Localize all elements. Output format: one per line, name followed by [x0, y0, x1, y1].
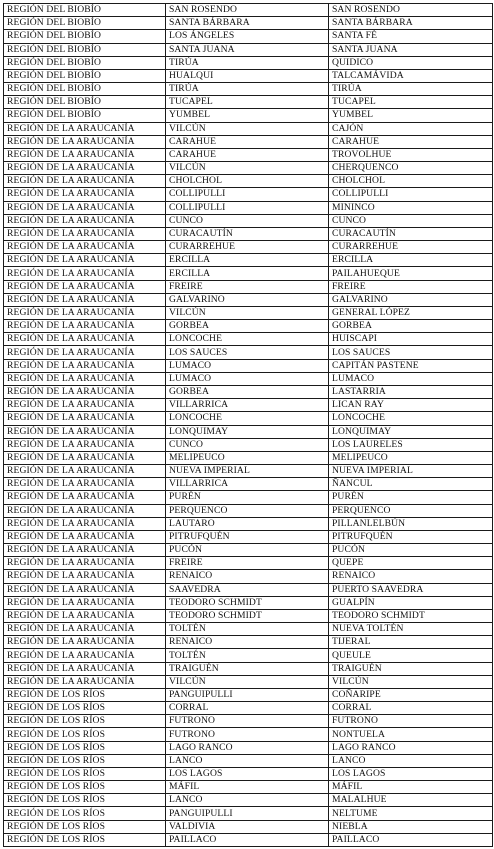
locality-cell: LONCOCHE [329, 412, 493, 425]
table-row [4, 833, 493, 846]
region-cell: REGIÓN DE LOS RÍOS [4, 728, 166, 741]
table-row [4, 69, 493, 82]
region-cell: REGIÓN DE LA ARAUCANÍA [4, 359, 166, 372]
locality-cell: GUALPÍN [329, 596, 493, 609]
table-row [4, 451, 493, 464]
commune-cell: PAILLACO [166, 833, 329, 846]
region-cell: REGIÓN DEL BIOBÍO [4, 56, 166, 69]
locality-cell: PAILLACO [329, 833, 493, 846]
region-cell: REGIÓN DEL BIOBÍO [4, 4, 166, 17]
commune-cell: RENAICO [166, 636, 329, 649]
region-cell: REGIÓN DE LA ARAUCANÍA [4, 636, 166, 649]
region-cell: REGIÓN DE LA ARAUCANÍA [4, 662, 166, 675]
locality-cell: PUCÓN [329, 544, 493, 557]
commune-cell: ERCILLA [166, 254, 329, 267]
commune-cell: VALDIVIA [166, 820, 329, 833]
commune-cell: FUTRONO [166, 715, 329, 728]
commune-cell: NUEVA IMPERIAL [166, 465, 329, 478]
locality-cell: PERQUENCO [329, 504, 493, 517]
locality-cell: CARAHUE [329, 135, 493, 148]
region-cell: REGIÓN DE LOS RÍOS [4, 820, 166, 833]
region-cell: REGIÓN DE LOS RÍOS [4, 781, 166, 794]
region-cell: REGIÓN DE LA ARAUCANÍA [4, 412, 166, 425]
region-cell: REGIÓN DE LA ARAUCANÍA [4, 320, 166, 333]
table-row [4, 728, 493, 741]
region-cell: REGIÓN DEL BIOBÍO [4, 96, 166, 109]
locality-cell: LAGO RANCO [329, 741, 493, 754]
region-cell: REGIÓN DE LA ARAUCANÍA [4, 425, 166, 438]
region-cell: REGIÓN DE LA ARAUCANÍA [4, 372, 166, 385]
table-row [4, 636, 493, 649]
locality-cell: NUEVA IMPERIAL [329, 465, 493, 478]
commune-cell: LONQUIMAY [166, 425, 329, 438]
table-row [4, 175, 493, 188]
table-row [4, 688, 493, 701]
locality-cell: PUERTO SAAVEDRA [329, 583, 493, 596]
locality-cell: ÑANCUL [329, 478, 493, 491]
region-cell: REGIÓN DE LA ARAUCANÍA [4, 491, 166, 504]
locality-cell: PAILAHUEQUE [329, 267, 493, 280]
table-row [4, 306, 493, 319]
region-cell: REGIÓN DE LA ARAUCANÍA [4, 478, 166, 491]
region-cell: REGIÓN DE LA ARAUCANÍA [4, 675, 166, 688]
table-row [4, 794, 493, 807]
commune-cell: PANGUIPULLI [166, 688, 329, 701]
region-cell: REGIÓN DE LA ARAUCANÍA [4, 583, 166, 596]
commune-cell: RENAICO [166, 570, 329, 583]
commune-cell: LUMACO [166, 359, 329, 372]
table-row [4, 372, 493, 385]
locality-cell: LONQUIMAY [329, 425, 493, 438]
region-cell: REGIÓN DE LA ARAUCANÍA [4, 333, 166, 346]
region-cell: REGIÓN DE LA ARAUCANÍA [4, 122, 166, 135]
table-row [4, 399, 493, 412]
locality-cell: ERCILLA [329, 254, 493, 267]
table-row [4, 544, 493, 557]
locality-cell: COLLIPULLI [329, 188, 493, 201]
region-cell: REGIÓN DE LA ARAUCANÍA [4, 148, 166, 161]
commune-cell: MÁFIL [166, 781, 329, 794]
region-cell: REGIÓN DE LA ARAUCANÍA [4, 465, 166, 478]
commune-cell: COLLIPULLI [166, 188, 329, 201]
commune-cell: LONCOCHE [166, 412, 329, 425]
table-row [4, 412, 493, 425]
locality-cell: NUEVA TOLTÉN [329, 623, 493, 636]
commune-cell: TRAIGUÉN [166, 662, 329, 675]
table-row [4, 43, 493, 56]
table-row [4, 148, 493, 161]
region-cell: REGIÓN DE LOS RÍOS [4, 688, 166, 701]
region-cell: REGIÓN DE LA ARAUCANÍA [4, 504, 166, 517]
locality-cell: LASTARRIA [329, 385, 493, 398]
table-row [4, 702, 493, 715]
commune-cell: CURACAUTÍN [166, 227, 329, 240]
commune-cell: GORBEA [166, 320, 329, 333]
commune-cell: PURÉN [166, 491, 329, 504]
table-row [4, 478, 493, 491]
region-cell: REGIÓN DE LA ARAUCANÍA [4, 293, 166, 306]
locality-cell: PURÉN [329, 491, 493, 504]
commune-cell: CORRAL [166, 702, 329, 715]
table-row [4, 4, 493, 17]
locality-cell: TRAIGUÉN [329, 662, 493, 675]
commune-cell: SAAVEDRA [166, 583, 329, 596]
table-row [4, 346, 493, 359]
locality-cell: MININCO [329, 201, 493, 214]
commune-cell: COLLIPULLI [166, 201, 329, 214]
table-row [4, 754, 493, 767]
commune-cell: LOS ÁNGELES [166, 30, 329, 43]
table-row [4, 254, 493, 267]
locality-cell: CAJÓN [329, 122, 493, 135]
table-row [4, 96, 493, 109]
commune-cell: VILCÚN [166, 675, 329, 688]
table-row [4, 267, 493, 280]
document-page [3, 3, 492, 847]
commune-cell: YUMBEL [166, 109, 329, 122]
commune-cell: CUNCO [166, 438, 329, 451]
table-row [4, 741, 493, 754]
commune-cell: CARAHUE [166, 135, 329, 148]
table-row [4, 201, 493, 214]
region-cell: REGIÓN DE LA ARAUCANÍA [4, 188, 166, 201]
table-row [4, 83, 493, 96]
region-cell: REGIÓN DEL BIOBÍO [4, 30, 166, 43]
region-cell: REGIÓN DE LA ARAUCANÍA [4, 214, 166, 227]
locality-cell: LOS LAGOS [329, 767, 493, 780]
locality-cell: NONTUELA [329, 728, 493, 741]
region-cell: REGIÓN DE LA ARAUCANÍA [4, 201, 166, 214]
locality-cell: GORBEA [329, 320, 493, 333]
locality-cell: TIRÚA [329, 83, 493, 96]
locality-cell: TEODORO SCHMIDT [329, 609, 493, 622]
commune-cell: TIRÚA [166, 83, 329, 96]
region-cell: REGIÓN DE LA ARAUCANÍA [4, 596, 166, 609]
commune-cell: CURARREHUE [166, 241, 329, 254]
locality-cell: SAN ROSENDO [329, 4, 493, 17]
commune-cell: TOLTÉN [166, 649, 329, 662]
locality-cell: PILLANLELBÚN [329, 517, 493, 530]
table-row [4, 504, 493, 517]
table-row [4, 227, 493, 240]
locality-cell: CURACAUTÍN [329, 227, 493, 240]
commune-cell: TEODORO SCHMIDT [166, 609, 329, 622]
region-cell: REGIÓN DE LA ARAUCANÍA [4, 399, 166, 412]
region-cell: REGIÓN DE LOS RÍOS [4, 754, 166, 767]
table-row [4, 715, 493, 728]
commune-cell: CARAHUE [166, 148, 329, 161]
commune-cell: PITRUFQUÉN [166, 530, 329, 543]
region-cell: REGIÓN DE LOS RÍOS [4, 794, 166, 807]
locality-cell: NELTUME [329, 807, 493, 820]
table-row [4, 491, 493, 504]
locality-cell: LUMACO [329, 372, 493, 385]
locality-cell: CUNCO [329, 214, 493, 227]
commune-cell: GALVARINO [166, 293, 329, 306]
locality-cell: CHERQUENCO [329, 162, 493, 175]
locality-cell: CHOLCHOL [329, 175, 493, 188]
region-cell: REGIÓN DE LA ARAUCANÍA [4, 267, 166, 280]
locality-cell: PITRUFQUÉN [329, 530, 493, 543]
locality-cell: SANTA BÁRBARA [329, 17, 493, 30]
commune-cell: FUTRONO [166, 728, 329, 741]
locality-cell: FREIRE [329, 280, 493, 293]
locality-cell: LOS SAUCES [329, 346, 493, 359]
locality-cell: QUEULE [329, 649, 493, 662]
table-row [4, 109, 493, 122]
region-cell: REGIÓN DE LA ARAUCANÍA [4, 346, 166, 359]
locality-cell: YUMBEL [329, 109, 493, 122]
region-cell: REGIÓN DEL BIOBÍO [4, 109, 166, 122]
table-row [4, 425, 493, 438]
region-cell: REGIÓN DE LA ARAUCANÍA [4, 175, 166, 188]
table-row [4, 530, 493, 543]
region-cell: REGIÓN DE LOS RÍOS [4, 741, 166, 754]
commune-cell: LANCO [166, 794, 329, 807]
locality-cell: TUCAPEL [329, 96, 493, 109]
locality-cell: MALALHUE [329, 794, 493, 807]
locality-cell: LICAN RAY [329, 399, 493, 412]
locality-cell: CAPITÁN PASTENE [329, 359, 493, 372]
table-row [4, 359, 493, 372]
table-row [4, 30, 493, 43]
commune-cell: PERQUENCO [166, 504, 329, 517]
commune-cell: LAUTARO [166, 517, 329, 530]
locality-cell: HUISCAPI [329, 333, 493, 346]
table-row [4, 820, 493, 833]
table-row [4, 293, 493, 306]
region-cell: REGIÓN DE LA ARAUCANÍA [4, 306, 166, 319]
locality-cell: CURARREHUE [329, 241, 493, 254]
region-cell: REGIÓN DE LA ARAUCANÍA [4, 557, 166, 570]
region-cell: REGIÓN DEL BIOBÍO [4, 69, 166, 82]
region-cell: REGIÓN DE LOS RÍOS [4, 807, 166, 820]
commune-cell: FREIRE [166, 280, 329, 293]
region-cell: REGIÓN DE LOS RÍOS [4, 702, 166, 715]
commune-cell: LANCO [166, 754, 329, 767]
region-cell: REGIÓN DE LA ARAUCANÍA [4, 544, 166, 557]
commune-cell: VILCÚN [166, 162, 329, 175]
commune-cell: SANTA JUANA [166, 43, 329, 56]
region-cell: REGIÓN DE LA ARAUCANÍA [4, 254, 166, 267]
commune-cell: PUCÓN [166, 544, 329, 557]
table-row [4, 438, 493, 451]
commune-cell: CUNCO [166, 214, 329, 227]
commune-cell: ERCILLA [166, 267, 329, 280]
region-cell: REGIÓN DE LA ARAUCANÍA [4, 570, 166, 583]
region-cell: REGIÓN DE LA ARAUCANÍA [4, 451, 166, 464]
locality-cell: SANTA FÉ [329, 30, 493, 43]
locality-cell: VILCÚN [329, 675, 493, 688]
table-row [4, 56, 493, 69]
commune-cell: LUMACO [166, 372, 329, 385]
region-cell: REGIÓN DE LA ARAUCANÍA [4, 162, 166, 175]
commune-cell: GORBEA [166, 385, 329, 398]
commune-cell: TOLTÉN [166, 623, 329, 636]
locality-cell: RENAICO [329, 570, 493, 583]
locality-table [3, 3, 493, 847]
region-cell: REGIÓN DE LA ARAUCANÍA [4, 623, 166, 636]
table-row [4, 385, 493, 398]
region-cell: REGIÓN DEL BIOBÍO [4, 17, 166, 30]
commune-cell: VILCÚN [166, 122, 329, 135]
table-row [4, 465, 493, 478]
table-row [4, 767, 493, 780]
commune-cell: VILCÚN [166, 306, 329, 319]
region-cell: REGIÓN DE LOS RÍOS [4, 833, 166, 846]
locality-cell: QUIDICO [329, 56, 493, 69]
table-row [4, 781, 493, 794]
commune-cell: VILLARRICA [166, 478, 329, 491]
commune-cell: TEODORO SCHMIDT [166, 596, 329, 609]
commune-cell: LAGO RANCO [166, 741, 329, 754]
locality-cell: LANCO [329, 754, 493, 767]
region-cell: REGIÓN DE LA ARAUCANÍA [4, 227, 166, 240]
table-row [4, 623, 493, 636]
table-row [4, 17, 493, 30]
locality-cell: MELIPEUCO [329, 451, 493, 464]
table-row [4, 807, 493, 820]
table-row [4, 214, 493, 227]
commune-cell: CHOLCHOL [166, 175, 329, 188]
table-row [4, 675, 493, 688]
region-cell: REGIÓN DE LA ARAUCANÍA [4, 530, 166, 543]
region-cell: REGIÓN DE LOS RÍOS [4, 767, 166, 780]
locality-cell: QUEPE [329, 557, 493, 570]
table-row [4, 662, 493, 675]
locality-cell: TIJERAL [329, 636, 493, 649]
table-row [4, 583, 493, 596]
commune-cell: LONCOCHE [166, 333, 329, 346]
table-row [4, 135, 493, 148]
region-cell: REGIÓN DE LOS RÍOS [4, 715, 166, 728]
table-row [4, 280, 493, 293]
table-row [4, 609, 493, 622]
locality-cell: TROVOLHUE [329, 148, 493, 161]
region-cell: REGIÓN DEL BIOBÍO [4, 43, 166, 56]
table-row [4, 333, 493, 346]
table-row [4, 162, 493, 175]
locality-cell: COÑARIPE [329, 688, 493, 701]
region-cell: REGIÓN DEL BIOBÍO [4, 83, 166, 96]
table-row [4, 649, 493, 662]
locality-cell: GENERAL LÓPEZ [329, 306, 493, 319]
commune-cell: LOS LAGOS [166, 767, 329, 780]
region-cell: REGIÓN DE LA ARAUCANÍA [4, 135, 166, 148]
table-row [4, 320, 493, 333]
table-row [4, 188, 493, 201]
region-cell: REGIÓN DE LA ARAUCANÍA [4, 385, 166, 398]
commune-cell: SAN ROSENDO [166, 4, 329, 17]
table-row [4, 241, 493, 254]
region-cell: REGIÓN DE LA ARAUCANÍA [4, 280, 166, 293]
locality-cell: TALCAMÁVIDA [329, 69, 493, 82]
table-row [4, 596, 493, 609]
table-row [4, 122, 493, 135]
commune-cell: TIRÚA [166, 56, 329, 69]
commune-cell: VILLARRICA [166, 399, 329, 412]
region-cell: REGIÓN DE LA ARAUCANÍA [4, 438, 166, 451]
locality-cell: FUTRONO [329, 715, 493, 728]
table-row [4, 557, 493, 570]
locality-cell: SANTA JUANA [329, 43, 493, 56]
table-row [4, 570, 493, 583]
commune-cell: LOS SAUCES [166, 346, 329, 359]
region-cell: REGIÓN DE LA ARAUCANÍA [4, 649, 166, 662]
commune-cell: TUCAPEL [166, 96, 329, 109]
table-body [4, 4, 493, 847]
table-row [4, 517, 493, 530]
region-cell: REGIÓN DE LA ARAUCANÍA [4, 517, 166, 530]
region-cell: REGIÓN DE LA ARAUCANÍA [4, 241, 166, 254]
locality-cell: LOS LAURELES [329, 438, 493, 451]
commune-cell: SANTA BÁRBARA [166, 17, 329, 30]
locality-cell: MÁFIL [329, 781, 493, 794]
locality-cell: GALVARINO [329, 293, 493, 306]
commune-cell: HUALQUI [166, 69, 329, 82]
locality-cell: NIEBLA [329, 820, 493, 833]
commune-cell: MELIPEUCO [166, 451, 329, 464]
commune-cell: PANGUIPULLI [166, 807, 329, 820]
commune-cell: FREIRE [166, 557, 329, 570]
region-cell: REGIÓN DE LA ARAUCANÍA [4, 609, 166, 622]
locality-cell: CORRAL [329, 702, 493, 715]
